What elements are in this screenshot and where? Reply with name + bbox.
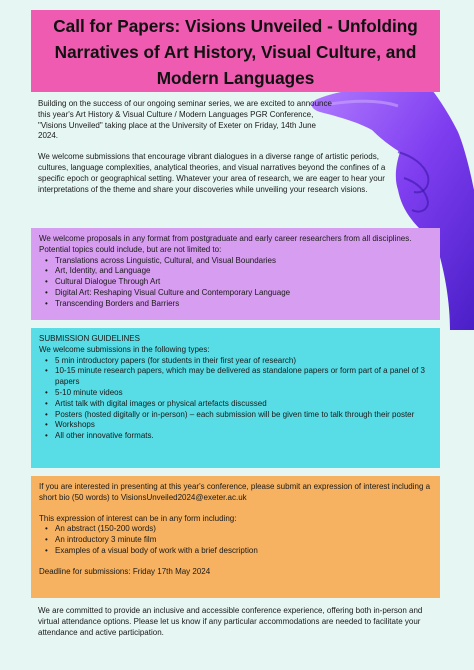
interest-box: [31, 476, 440, 598]
intro-paragraph: Building on the success of our ongoing seminar series, we are excited to announce this year's Art History & Visual Culture / Modern Languages PGR Conference, "Visions Unveiled" taking place at the University of Exeter on Friday, 14th June 2024.: [38, 99, 332, 141]
list-item: • Workshops: [55, 420, 432, 431]
list-item: • Examples of a visual body of work with a brief description: [55, 546, 432, 557]
accessibility-note: We are committed to provide an inclusive and accessible conference experience, offering both in-person and virtual attendance options. Please let us know if any particular accommodations are needed to facilitate your attendance and active participation.: [38, 606, 423, 637]
list-item: • An abstract (150-200 words): [55, 524, 432, 535]
list-item: • Artist talk with digital images or physical artefacts discussed: [55, 399, 432, 410]
list-item: • Translations across Linguistic, Cultural, and Visual Boundaries: [55, 256, 432, 267]
guidelines-intro: We welcome submissions in the following types:: [39, 344, 210, 354]
interest-list: [39, 524, 432, 556]
list-item: • 5-10 minute videos: [55, 388, 432, 399]
guidelines-box: [31, 328, 440, 468]
page-title: Call for Papers: Visions Unveiled - Unfolding Narratives of Art History, Visual Culture, and Modern Languages: [31, 10, 440, 92]
list-item: • 5 min introductory papers (for students in their first year of research): [55, 356, 432, 367]
interest-forms-intro: This expression of interest can be in any form including:: [39, 513, 237, 523]
list-item: • An introductory 3 minute film: [55, 535, 432, 546]
intro-paragraph: We welcome submissions that encourage vibrant dialogues in a diverse range of artistic periods, cultures, language complexities, analytical theories, and visual narratives beyond the confines of a specific epoch or geographical setting. Whatever your area of research, we are eager to hear your interpretations of the theme and share your discoveries while unveiling your research visions.: [38, 152, 386, 194]
list-item: • 10-15 minute research papers, which may be delivered as standalone papers or form part of a panel of 3 papers: [55, 366, 432, 388]
deadline-text: Deadline for submissions: Friday 17th May 2024: [39, 566, 211, 576]
topics-list: [39, 256, 432, 310]
intro-section: [38, 99, 386, 205]
interest-paragraph: If you are interested in presenting at this year's conference, please submit an expression of interest including a short bio (50 words) to VisionsUnveiled2024@exeter.ac.uk: [39, 482, 431, 502]
list-item: • Cultural Dialogue Through Art: [55, 277, 432, 288]
guidelines-list: [39, 356, 432, 442]
topics-intro: We welcome proposals in any format from postgraduate and early career researchers from all disciplines. Potential topics could include, but are not limited to:: [39, 234, 412, 254]
list-item: • Art, Identity, and Language: [55, 266, 432, 277]
list-item: • Transcending Borders and Barriers: [55, 299, 432, 310]
list-item: • All other innovative formats.: [55, 431, 432, 442]
list-item: • Posters (hosted digitally or in-person) – each submission will be given time to talk through their poster: [55, 410, 432, 421]
topics-box: [31, 228, 440, 320]
list-item: • Digital Art: Reshaping Visual Culture and Contemporary Language: [55, 288, 432, 299]
guidelines-heading: SUBMISSION GUIDELINES: [39, 334, 140, 343]
